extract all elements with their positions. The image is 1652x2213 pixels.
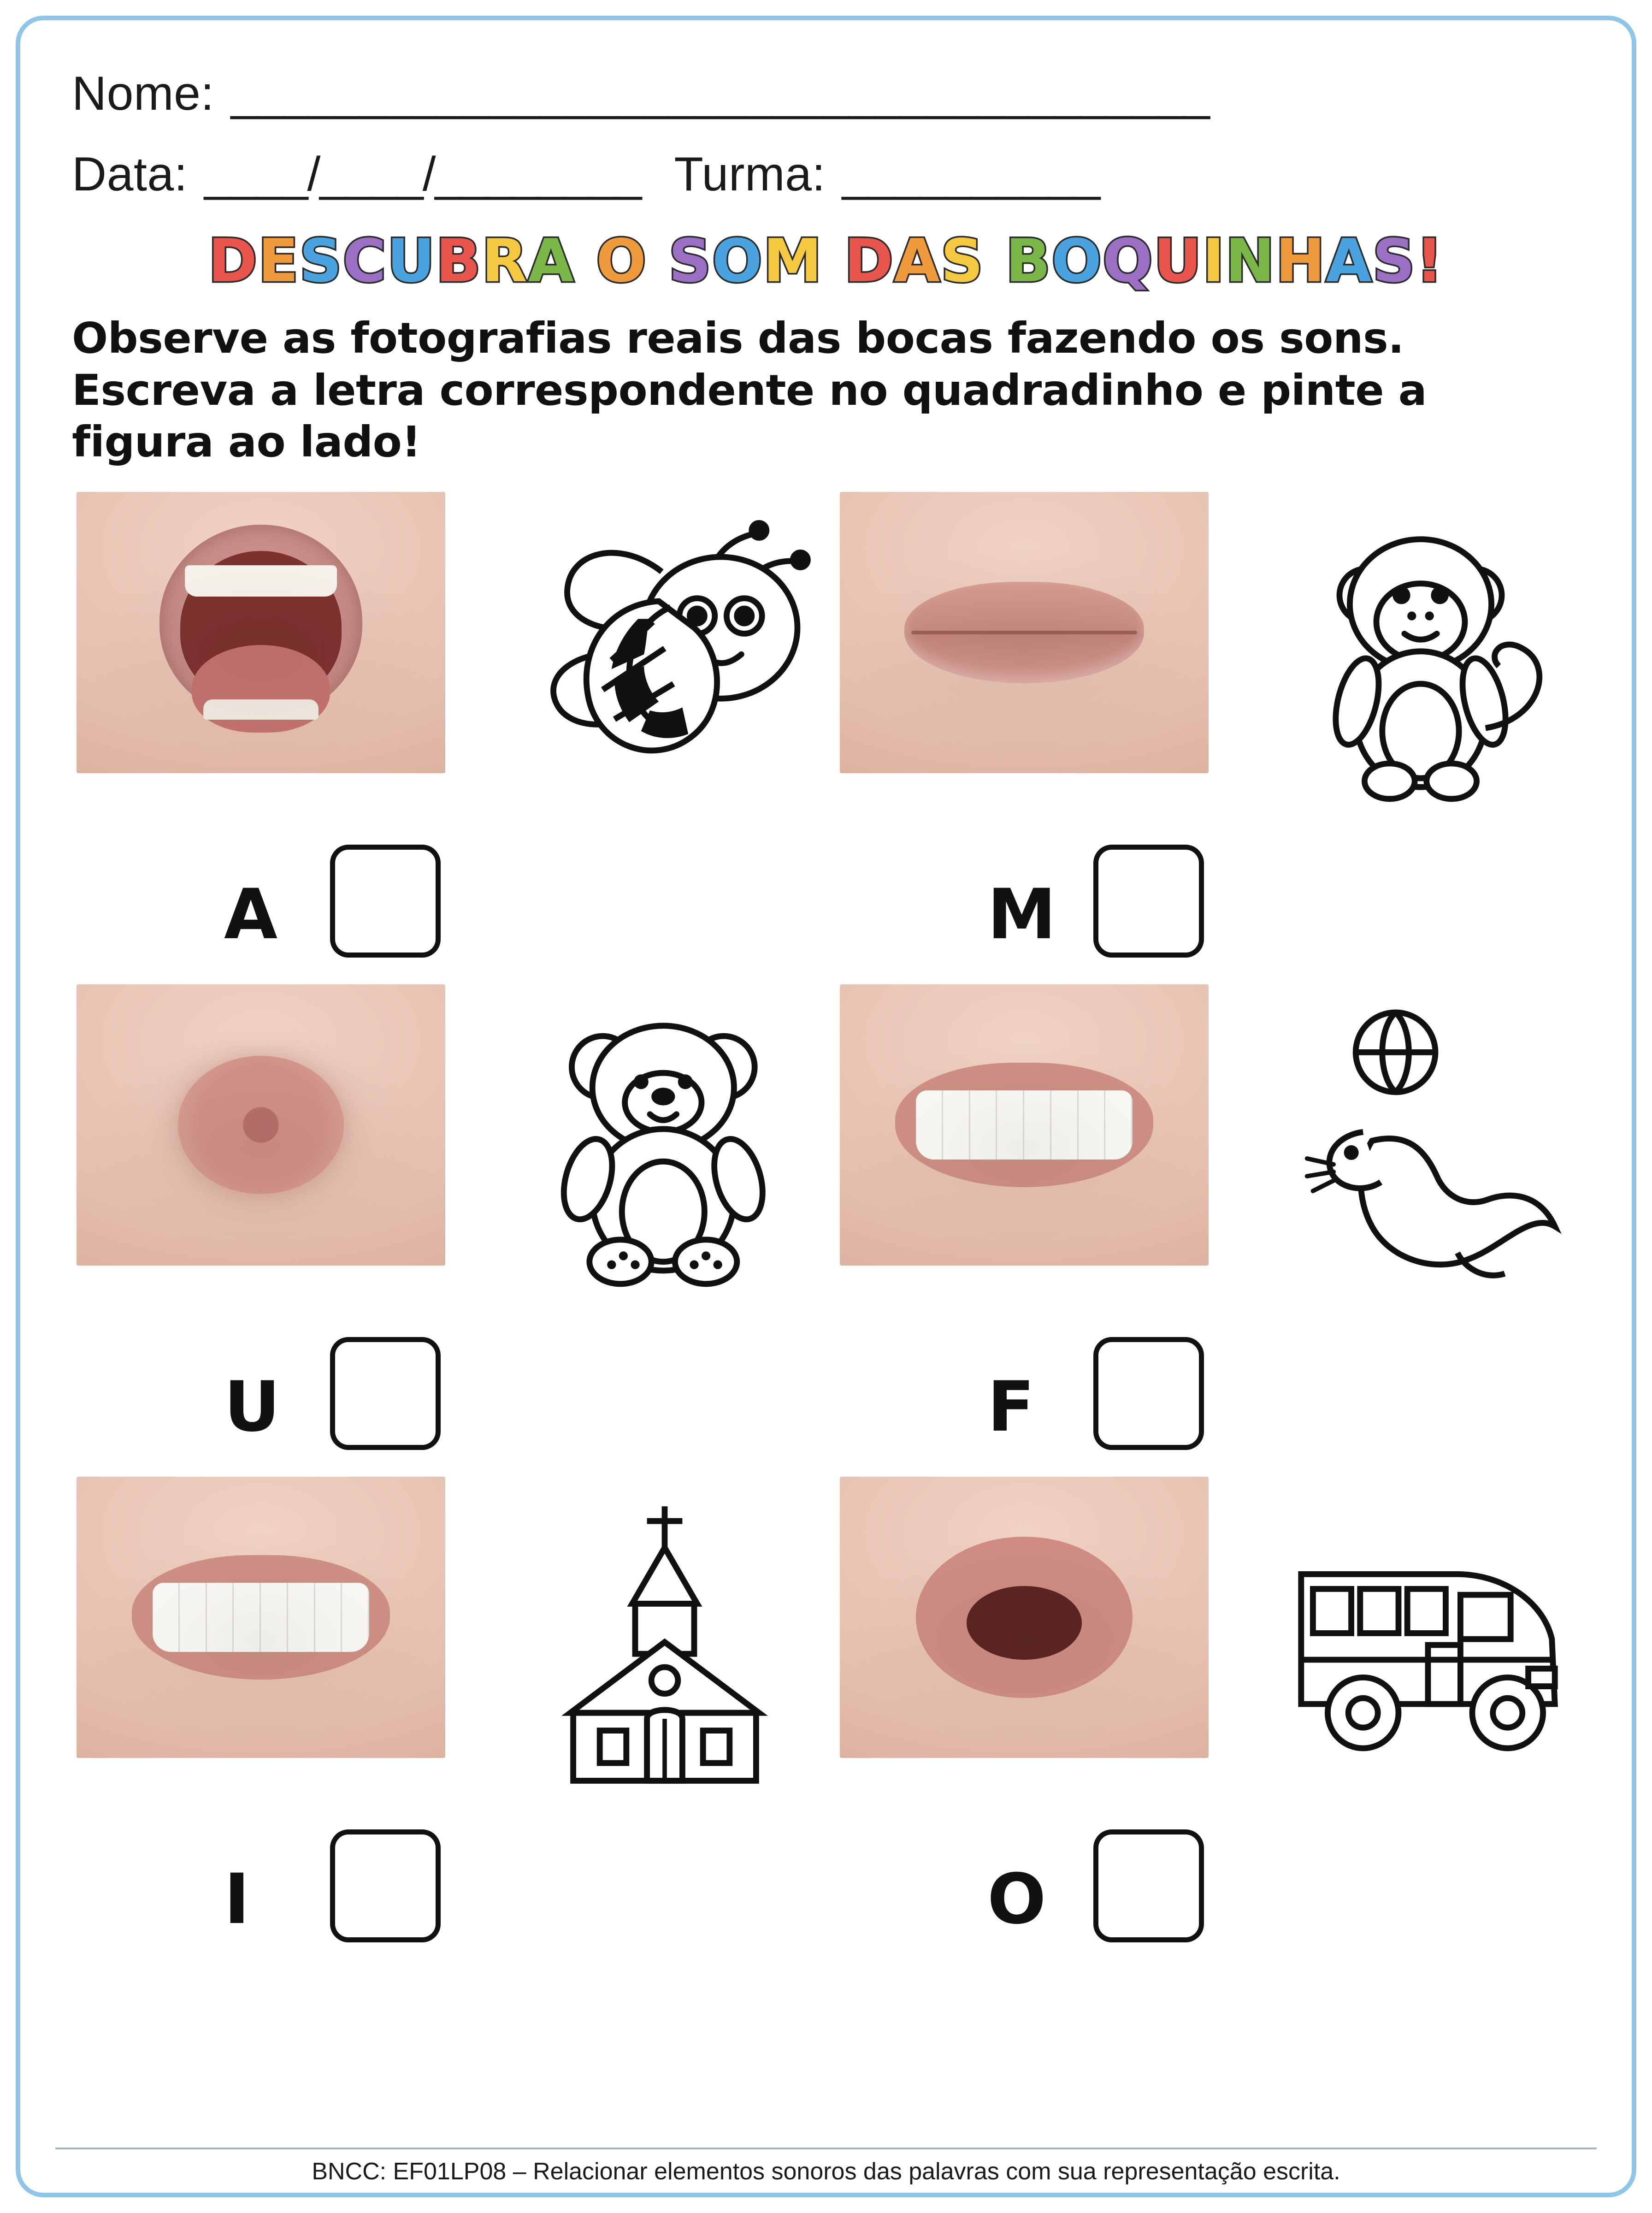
name-input-line[interactable]: ______________________________________ [230, 67, 1209, 120]
class-input-line[interactable]: __________ [842, 148, 1100, 201]
answer-box[interactable] [1093, 1337, 1204, 1450]
exercise-item-u [72, 984, 817, 1450]
teeth-on-lip-photo [840, 984, 1209, 1266]
date-class-field-row [72, 147, 1580, 202]
name-field-row [72, 66, 1580, 121]
bus-illustration [1280, 1493, 1575, 1797]
puckered-lips-photo [77, 984, 445, 1266]
name-label: Nome: [72, 67, 214, 120]
open-mouth-photo [77, 492, 445, 773]
item-letter: A [224, 875, 278, 955]
page-title: DESCUBRA O SOM DAS BOQUINHAS! [208, 227, 1444, 296]
exercise-item-f [835, 984, 1580, 1450]
church-illustration [517, 1493, 812, 1797]
exercise-item-i [72, 1477, 817, 1942]
answer-box[interactable] [330, 1829, 441, 1942]
closed-lips-photo [840, 492, 1209, 773]
item-letter: F [987, 1367, 1035, 1448]
exercise-item-o [835, 1477, 1580, 1942]
worksheet-content [12, 12, 1640, 1942]
footer-divider [55, 2148, 1597, 2149]
answer-box[interactable] [330, 845, 441, 958]
answer-box[interactable] [1093, 1829, 1204, 1942]
exercise-item-a [72, 492, 817, 958]
exercise-item-m [835, 492, 1580, 958]
bncc-footer: BNCC: EF01LP08 – Relacionar elementos sonoros das palavras com sua representação escrita. [312, 2158, 1340, 2185]
class-label: Turma: [674, 148, 826, 201]
item-letter: O [987, 1859, 1046, 1940]
exercise-grid [72, 492, 1580, 1942]
item-letter: I [224, 1859, 250, 1940]
answer-box[interactable] [330, 1337, 441, 1450]
date-month-line[interactable]: ____/ [319, 148, 435, 201]
teddy-bear-illustration [517, 1000, 812, 1305]
seal-with-ball-illustration [1280, 1000, 1575, 1305]
wide-smile-photo [77, 1477, 445, 1758]
answer-box[interactable] [1093, 845, 1204, 958]
item-letter: U [224, 1367, 280, 1448]
instructions-text: Observe as fotografias reais das bocas fazendo os sons. Escreva a letra correspondente no quadradinho e pinte a figura ao lado! [72, 314, 1427, 467]
rounded-lips-photo [840, 1477, 1209, 1758]
item-letter: M [987, 875, 1056, 955]
monkey-illustration [1280, 508, 1575, 812]
date-year-line[interactable]: ________ [435, 148, 641, 201]
date-label: Data: [72, 148, 188, 201]
date-day-line[interactable]: ____/ [204, 148, 320, 201]
bee-illustration [517, 508, 812, 812]
